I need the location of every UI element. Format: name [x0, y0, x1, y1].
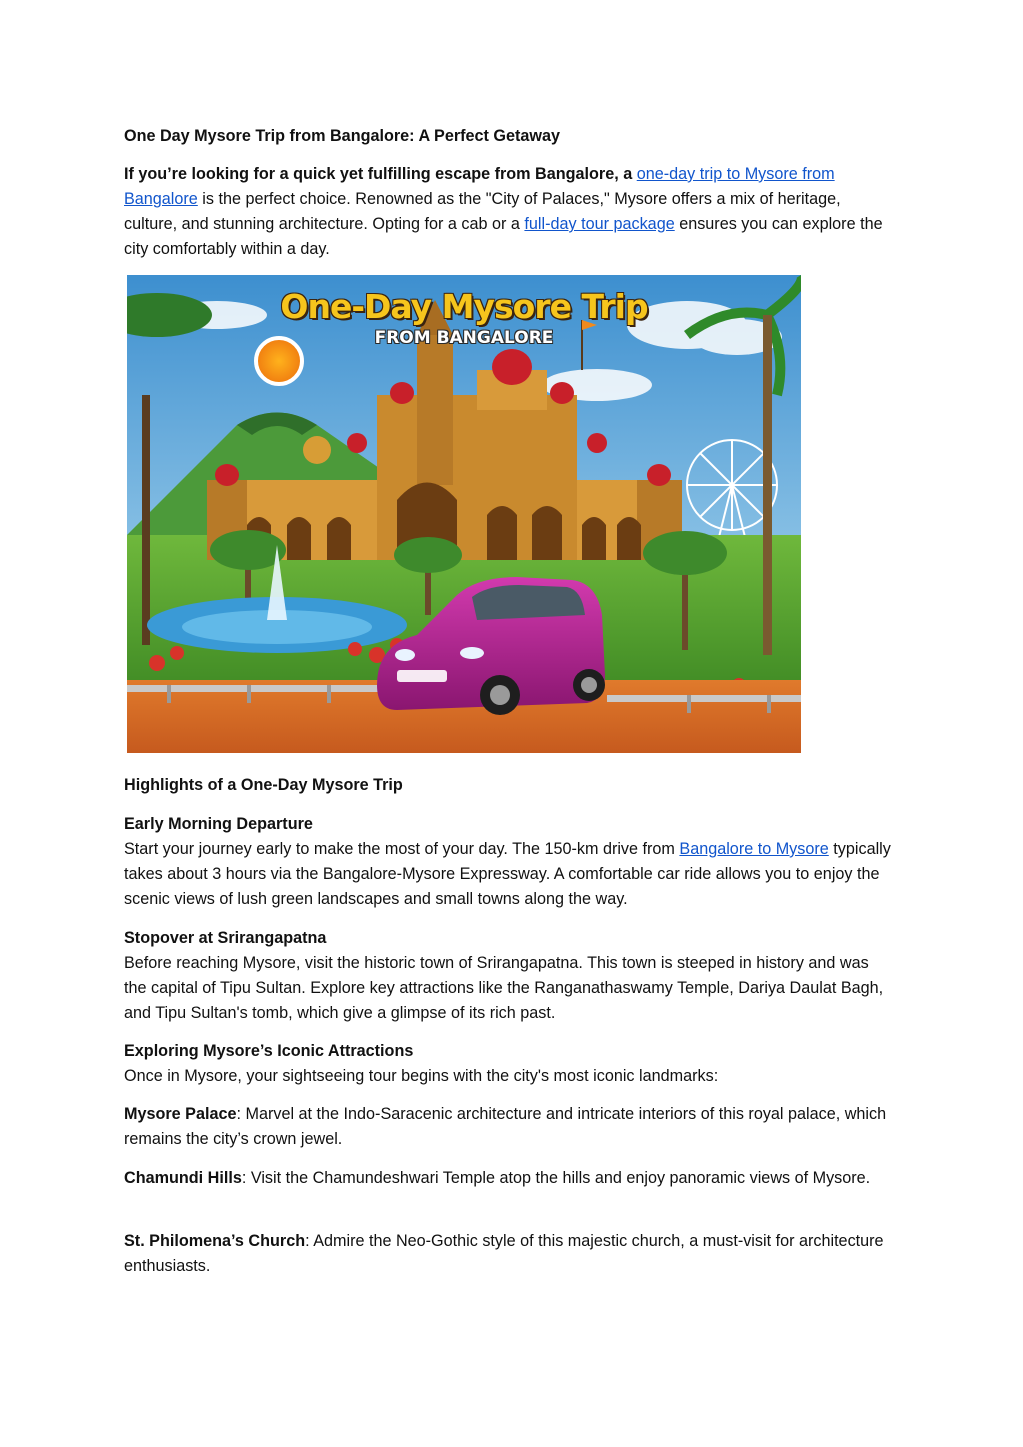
- church-text: : Admire the Neo-Gothic style of this majestic church, a must-visit for architecture enthusiasts.: [124, 1232, 884, 1275]
- highlights-heading-text: Highlights of a One-Day Mysore Trip: [124, 776, 403, 794]
- intro-bold-lead: If you’re looking for a quick yet fulfilling escape from Bangalore, a: [124, 165, 633, 183]
- highlights-heading: [124, 773, 894, 798]
- intro-text-1: is the perfect choice. Renowned as the "City of Palaces," Mysore offers a mix of heritage, culture, and stunning architecture. Opting for a cab or a: [124, 190, 841, 233]
- page-title-text: One Day Mysore Trip from Bangalore: A Perfect Getaway: [124, 127, 560, 145]
- departure-text-2: typically takes about 3 hours via the Bangalore-Mysore Expressway. A comfortable car ride allows you to enjoy the scenic views of lush green landscapes and small towns along the way.: [124, 840, 891, 908]
- tour-package-link[interactable]: full-day tour package: [524, 215, 675, 233]
- intro-paragraph: [124, 162, 894, 262]
- attractions-heading: Exploring Mysore’s Iconic Attractions: [124, 1042, 414, 1060]
- church-item: [124, 1229, 894, 1279]
- departure-text-1: Start your journey early to make the most of your day. The 150-km drive from: [124, 840, 680, 858]
- attractions-section: [124, 1039, 894, 1089]
- hero-illustration: [127, 275, 801, 753]
- page-title: [124, 124, 894, 149]
- chamundi-item: [124, 1166, 894, 1191]
- bangalore-to-mysore-link[interactable]: Bangalore to Mysore: [679, 840, 829, 858]
- chamundi-name: Chamundi Hills: [124, 1169, 242, 1187]
- attractions-text: Once in Mysore, your sightseeing tour begins with the city's most iconic landmarks:: [124, 1067, 719, 1085]
- departure-heading: Early Morning Departure: [124, 815, 313, 833]
- mysore-trip-link[interactable]: one-day trip to Mysore from Bangalore: [124, 165, 835, 208]
- srirangapatna-section: [124, 926, 894, 1026]
- chamundi-text: : Visit the Chamundeshwari Temple atop the hills and enjoy panoramic views of Mysore.: [241, 1169, 871, 1187]
- church-name: St. Philomena’s Church: [124, 1232, 306, 1250]
- hero-title: One-Day Mysore Trip: [280, 287, 648, 326]
- intro-text-2: ensures you can explore the city comfortably within a day.: [124, 215, 883, 258]
- hero-subtitle: FROM BANGALORE: [374, 328, 554, 348]
- srirangapatna-text: Before reaching Mysore, visit the historic town of Srirangapatna. This town is steeped in history and was the capital of Tipu Sultan. Explore key attractions like the Ranganathaswamy Temple, Dariya Daulat Bagh, and Tipu Sultan's tomb, which give a glimpse of its rich past.: [124, 954, 884, 1022]
- palace-text: : Marvel at the Indo-Saracenic architecture and intricate interiors of this royal palace, which remains the city’s crown jewel.: [124, 1105, 887, 1148]
- departure-section: [124, 812, 894, 912]
- palace-name: Mysore Palace: [124, 1105, 237, 1123]
- palace-item: [124, 1102, 894, 1152]
- srirangapatna-heading: Stopover at Srirangapatna: [124, 929, 327, 947]
